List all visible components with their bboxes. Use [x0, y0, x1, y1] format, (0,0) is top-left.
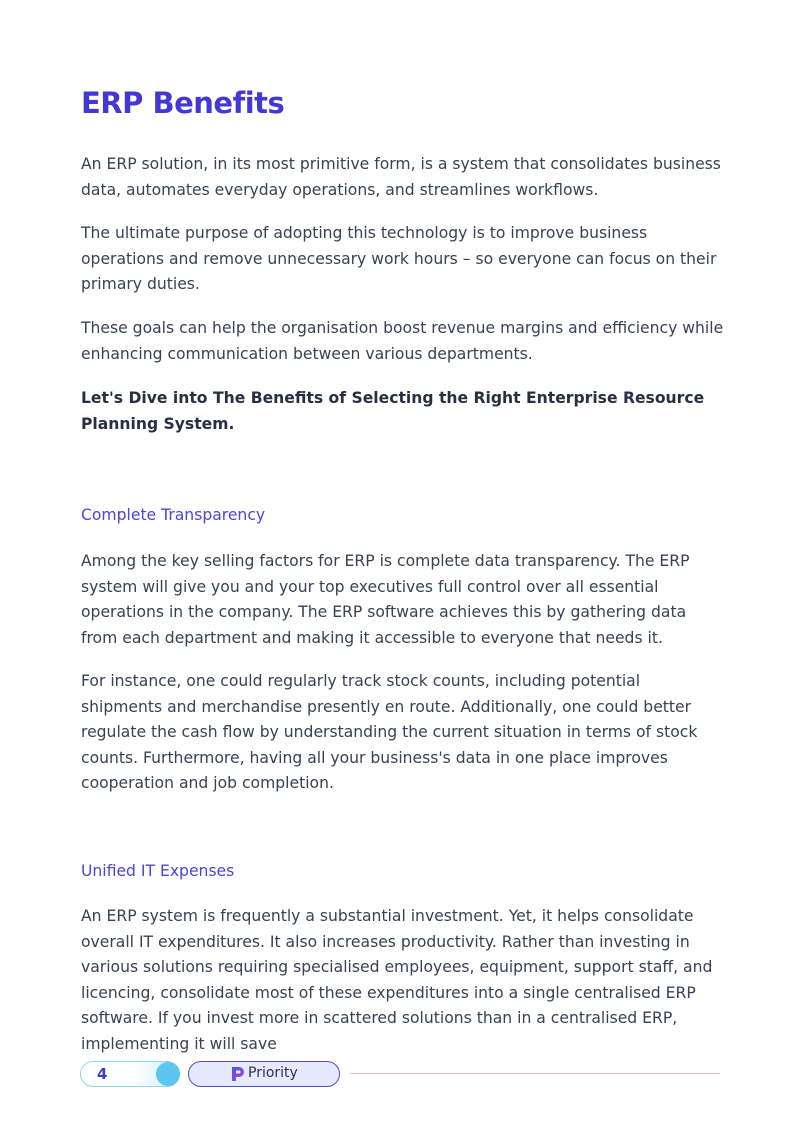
page-footer	[80, 1061, 720, 1087]
priority-logo-icon	[231, 1066, 245, 1082]
page-number: 4	[97, 1065, 108, 1083]
brand-name: Priority	[248, 1065, 298, 1081]
intro-paragraph-1: An ERP solution, in its most primitive form, is a system that consolidates business data, automates everyday operations, and streamlines workflows.	[81, 155, 721, 199]
transparency-paragraph-2: For instance, one could regularly track stock counts, including potential shipments and merchandise presently en route. Additionally, one could better regulate the cash flow by understanding the current situation in terms of stock counts. Furthermore, having all your business's data in one place improves cooperation and job completion.	[81, 672, 698, 793]
intro-paragraph-2: The ultimate purpose of adopting this technology is to improve business operations and remove unnecessary work hours – so everyone can focus on their primary duties.	[81, 224, 717, 294]
brand-badge	[188, 1061, 340, 1087]
section-heading-transparency: Complete Transparency	[81, 506, 266, 524]
page-title: ERP Benefits	[81, 86, 285, 120]
lead-paragraph: Let's Dive into The Benefits of Selecting the Right Enterprise Resource Planning System.	[81, 389, 705, 433]
footer-divider	[350, 1073, 720, 1074]
intro-paragraph-3: These goals can help the organisation boost revenue margins and efficiency while enhancing communication between various departments.	[81, 319, 724, 363]
section-heading-it-expenses: Unified IT Expenses	[81, 862, 235, 880]
transparency-paragraph-1: Among the key selling factors for ERP is complete data transparency. The ERP system will give you and your top executives full control over all essential operations in the company. The ERP software achieves this by gathering data from each department and making it accessible to everyone that needs it.	[81, 552, 690, 647]
page-dot-icon	[156, 1062, 180, 1086]
it-expenses-paragraph-1: An ERP system is frequently a substantial investment. Yet, it helps consolidate overall IT expenditures. It also increases productivity. Rather than investing in various solutions requiring specialised employees, equipment, support staff, and licencing, consolidate most of these expenditures into a single centralised ERP software. If you invest more in scattered solutions than in a centralised ERP, implementing it will save	[81, 907, 713, 1053]
